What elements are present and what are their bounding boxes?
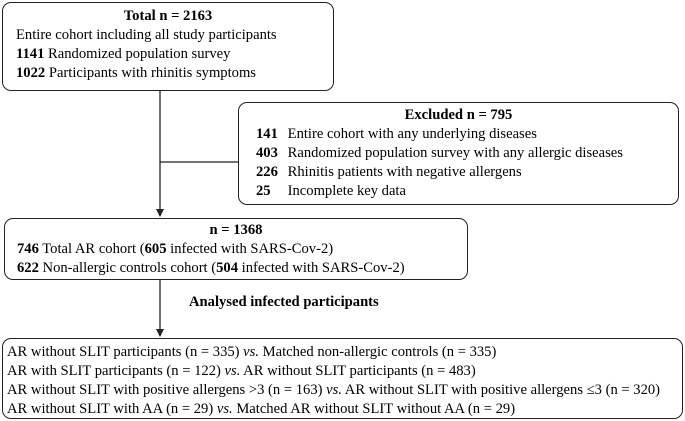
excluded-label: Randomized population survey with any allergic diseases	[284, 145, 623, 161]
total-line-entire-cohort: Entire cohort including all study participants	[16, 27, 277, 43]
excluded-item	[256, 125, 678, 144]
versus-label: vs.	[224, 363, 241, 379]
excluded-item	[256, 163, 678, 182]
comparison-row	[7, 362, 682, 381]
included-title: n = 1368	[209, 222, 263, 238]
survey-count: 1141	[16, 46, 45, 62]
ar-cohort-line	[17, 240, 467, 259]
controls-cohort-count: 622	[17, 260, 39, 276]
rhinitis-label: Participants with rhinitis symptoms	[45, 65, 256, 81]
comparison-group-b: Matched AR without SLIT without AA (n = 29)	[232, 401, 516, 417]
total-line-rhinitis	[16, 64, 333, 83]
excluded-count: 226	[256, 164, 278, 180]
ar-cohort-label: Total AR cohort (	[38, 241, 145, 257]
comparison-group-b: AR without SLIT participants (n = 483)	[240, 363, 476, 379]
controls-infected-count: 504	[216, 260, 239, 276]
comparison-row	[7, 381, 682, 400]
versus-label: vs.	[216, 401, 233, 417]
excluded-item	[256, 144, 678, 163]
comparison-group-a: AR without SLIT participants (n = 335)	[7, 344, 244, 360]
comparison-group-b: AR without SLIT with positive allergens ≤3 (n = 320)	[341, 382, 661, 398]
analysed-label: Analysed infected participants	[189, 294, 379, 310]
rhinitis-count: 1022	[16, 65, 46, 81]
total-cohort-box	[2, 2, 334, 91]
controls-infected-label: infected with SARS-Cov-2)	[238, 260, 405, 276]
analysed-comparisons-box	[2, 338, 683, 419]
total-title: Total n = 2163	[123, 8, 213, 24]
controls-cohort-line	[17, 259, 467, 278]
excluded-count: 25	[256, 183, 271, 199]
excluded-label: Rhinitis patients with negative allergens	[284, 164, 522, 180]
comparison-group-a: AR with SLIT participants (n = 122)	[7, 363, 225, 379]
versus-label: vs.	[326, 382, 342, 398]
versus-label: vs.	[243, 344, 259, 360]
excluded-label: Entire cohort with any underlying diseases	[284, 126, 537, 142]
excluded-item	[256, 182, 678, 201]
excluded-label: Incomplete key data	[284, 183, 406, 199]
ar-infected-count: 605	[144, 241, 167, 257]
total-line-survey	[16, 45, 333, 64]
excluded-box	[238, 102, 679, 205]
controls-cohort-label: Non-allergic controls cohort (	[38, 260, 217, 276]
comparison-group-b: Matched non-allergic controls (n = 335)	[258, 344, 497, 360]
excluded-count: 403	[256, 145, 278, 161]
comparison-row	[7, 400, 682, 419]
comparison-row	[7, 343, 682, 362]
comparison-group-a: AR without SLIT with positive allergens >3 (n = 163)	[7, 382, 327, 398]
survey-label: Randomized population survey	[44, 46, 231, 62]
excluded-title: Excluded n = 795	[404, 107, 513, 123]
excluded-count: 141	[256, 126, 278, 142]
included-cohort-box	[4, 218, 468, 280]
comparison-group-a: AR without SLIT with AA (n = 29)	[7, 401, 217, 417]
ar-infected-label: infected with SARS-Cov-2)	[166, 241, 334, 257]
ar-cohort-count: 746	[17, 241, 39, 257]
